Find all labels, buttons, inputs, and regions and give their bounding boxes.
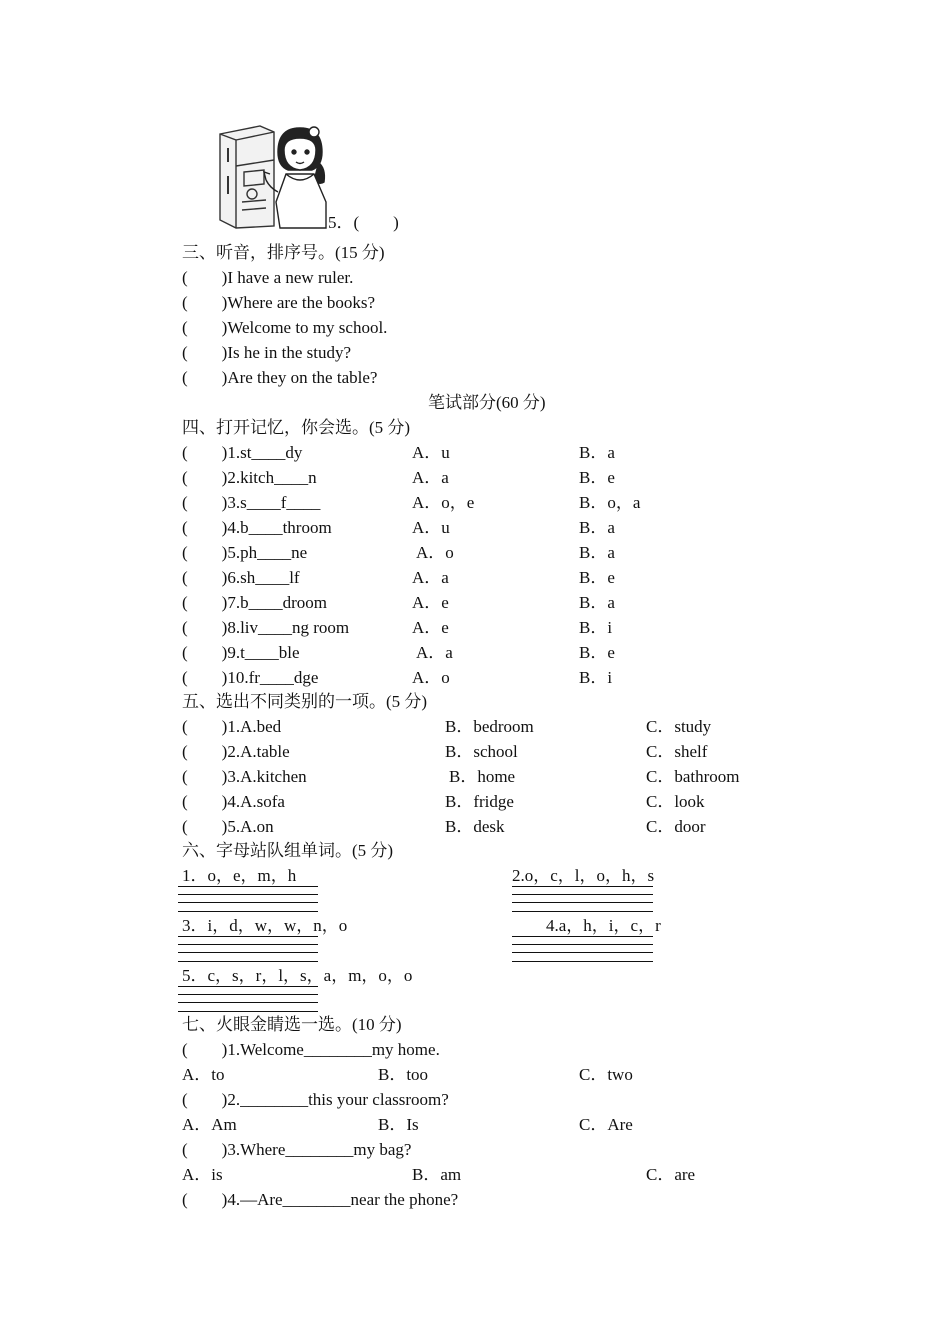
sec5-option-c: C．look <box>646 792 705 811</box>
section7-title: 七、火眼金睛选一选。(10 分) <box>182 1015 402 1034</box>
writing-line <box>512 886 653 887</box>
sec5-option-b: B．school <box>445 742 518 761</box>
sec4-option-a: A．a <box>412 468 449 487</box>
sec7-question-2: ( )2.________this your classroom? <box>182 1090 449 1109</box>
sec4-option-b: B．e <box>579 468 615 487</box>
sec7-question-3: ( )3.Where________my bag? <box>182 1140 412 1159</box>
sec4-option-b: B．i <box>579 618 613 637</box>
sec4-option-b: B．e <box>579 643 615 662</box>
sec4-question: ( )5.ph____ne <box>182 543 308 562</box>
sec5-question: ( )1.A.bed <box>182 717 282 736</box>
writing-line <box>512 936 653 937</box>
sec4-question: ( )1.st____dy <box>182 443 303 462</box>
sec4-option-a: A．o <box>416 543 454 562</box>
section3-title: 三、听音，排序号。(15 分) <box>182 243 385 262</box>
sec7-q3-option-c: C．are <box>646 1165 696 1184</box>
sec4-option-a: A．a <box>412 568 449 587</box>
sec7-q1-option-c: C．two <box>579 1065 633 1084</box>
sec5-option-c: C．door <box>646 817 706 836</box>
sec5-option-c: C．bathroom <box>646 767 740 786</box>
writing-line <box>512 944 653 945</box>
sec4-option-a: A．u <box>412 443 450 462</box>
writing-line <box>178 902 318 903</box>
sec3-item: ( )Welcome to my school. <box>182 318 388 337</box>
sec5-question: ( )2.A.table <box>182 742 290 761</box>
sec4-question: ( )4.b____throom <box>182 518 332 537</box>
writing-line <box>178 986 318 987</box>
sec4-option-a: A．o，e <box>412 493 475 512</box>
sec5-question: ( )5.A.on <box>182 817 274 836</box>
writing-line <box>512 902 653 903</box>
writing-line <box>512 911 653 912</box>
sec6-letters: 2.o，c，l，o，h，s <box>512 866 655 885</box>
fridge-girl-illustration <box>214 122 328 230</box>
sec7-q3-option-b: B．am <box>412 1165 462 1184</box>
sec4-option-b: B．a <box>579 518 615 537</box>
sec7-q3-option-a: A．is <box>182 1165 223 1184</box>
sec4-option-b: B．o，a <box>579 493 641 512</box>
writing-line <box>178 952 318 953</box>
sec5-question: ( )4.A.sofa <box>182 792 285 811</box>
writing-line <box>178 886 318 887</box>
sec4-question: ( )2.kitch____n <box>182 468 317 487</box>
section6-title: 六、字母站队组单词。(5 分) <box>182 841 394 860</box>
sec7-question-4: ( )4.—Are________near the phone? <box>182 1190 459 1209</box>
sec4-option-a: A．o <box>412 668 450 687</box>
writing-line <box>512 961 653 962</box>
sec5-option-b: B．desk <box>445 817 505 836</box>
sec7-question-1: ( )1.Welcome________my home. <box>182 1040 440 1059</box>
sec6-letters: 1．o，e，m，h <box>182 866 297 885</box>
q2-item5-label: 5．( ) <box>328 213 399 232</box>
writing-line <box>178 894 318 895</box>
sec7-q1-option-b: B．too <box>378 1065 429 1084</box>
written-part-header: 笔试部分(60 分) <box>428 393 546 412</box>
sec6-letters: 4.a，h，i，c，r <box>546 916 661 935</box>
sec5-option-b: B．bedroom <box>445 717 534 736</box>
sec7-q2-option-a: A．Am <box>182 1115 237 1134</box>
sec3-item: ( )Is he in the study? <box>182 343 352 362</box>
sec4-question: ( )7.b____droom <box>182 593 327 612</box>
sec7-q2-option-c: C．Are <box>579 1115 633 1134</box>
sec4-option-a: A．u <box>412 518 450 537</box>
sec6-letters: 3．i，d，w，w，n，o <box>182 916 348 935</box>
sec4-option-b: B．a <box>579 443 615 462</box>
sec7-q2-option-b: B．Is <box>378 1115 419 1134</box>
sec4-question: ( )6.sh____lf <box>182 568 300 587</box>
sec4-question: ( )3.s____f____ <box>182 493 321 512</box>
sec7-q1-option-a: A．to <box>182 1065 225 1084</box>
sec4-option-b: B．a <box>579 543 615 562</box>
sec4-option-a: A．e <box>412 593 449 612</box>
sec5-option-b: B．home <box>449 767 516 786</box>
writing-line <box>512 894 653 895</box>
sec4-option-a: A．e <box>412 618 449 637</box>
sec4-question: ( )10.fr____dge <box>182 668 319 687</box>
sec5-option-c: C．study <box>646 717 712 736</box>
writing-line <box>178 1002 318 1003</box>
sec3-item: ( )I have a new ruler. <box>182 268 354 287</box>
sec4-question: ( )9.t____ble <box>182 643 300 662</box>
sec4-option-b: B．a <box>579 593 615 612</box>
sec4-option-b: B．e <box>579 568 615 587</box>
sec4-question: ( )8.liv____ng room <box>182 618 350 637</box>
sec5-question: ( )3.A.kitchen <box>182 767 307 786</box>
section5-title: 五、选出不同类别的一项。(5 分) <box>182 692 428 711</box>
writing-line <box>178 994 318 995</box>
writing-line <box>512 952 653 953</box>
sec4-option-b: B．i <box>579 668 613 687</box>
sec6-letters: 5．c，s，r，l，s，a，m，o，o <box>182 966 413 985</box>
sec4-option-a: A．a <box>416 643 453 662</box>
section4-title: 四、打开记忆，你会选。(5 分) <box>182 418 411 437</box>
writing-line <box>178 961 318 962</box>
sec5-option-b: B．fridge <box>445 792 514 811</box>
writing-line <box>178 944 318 945</box>
sec3-item: ( )Are they on the table? <box>182 368 378 387</box>
writing-line <box>178 936 318 937</box>
sec3-item: ( )Where are the books? <box>182 293 376 312</box>
writing-line <box>178 1011 318 1012</box>
writing-line <box>178 911 318 912</box>
sec5-option-c: C．shelf <box>646 742 708 761</box>
